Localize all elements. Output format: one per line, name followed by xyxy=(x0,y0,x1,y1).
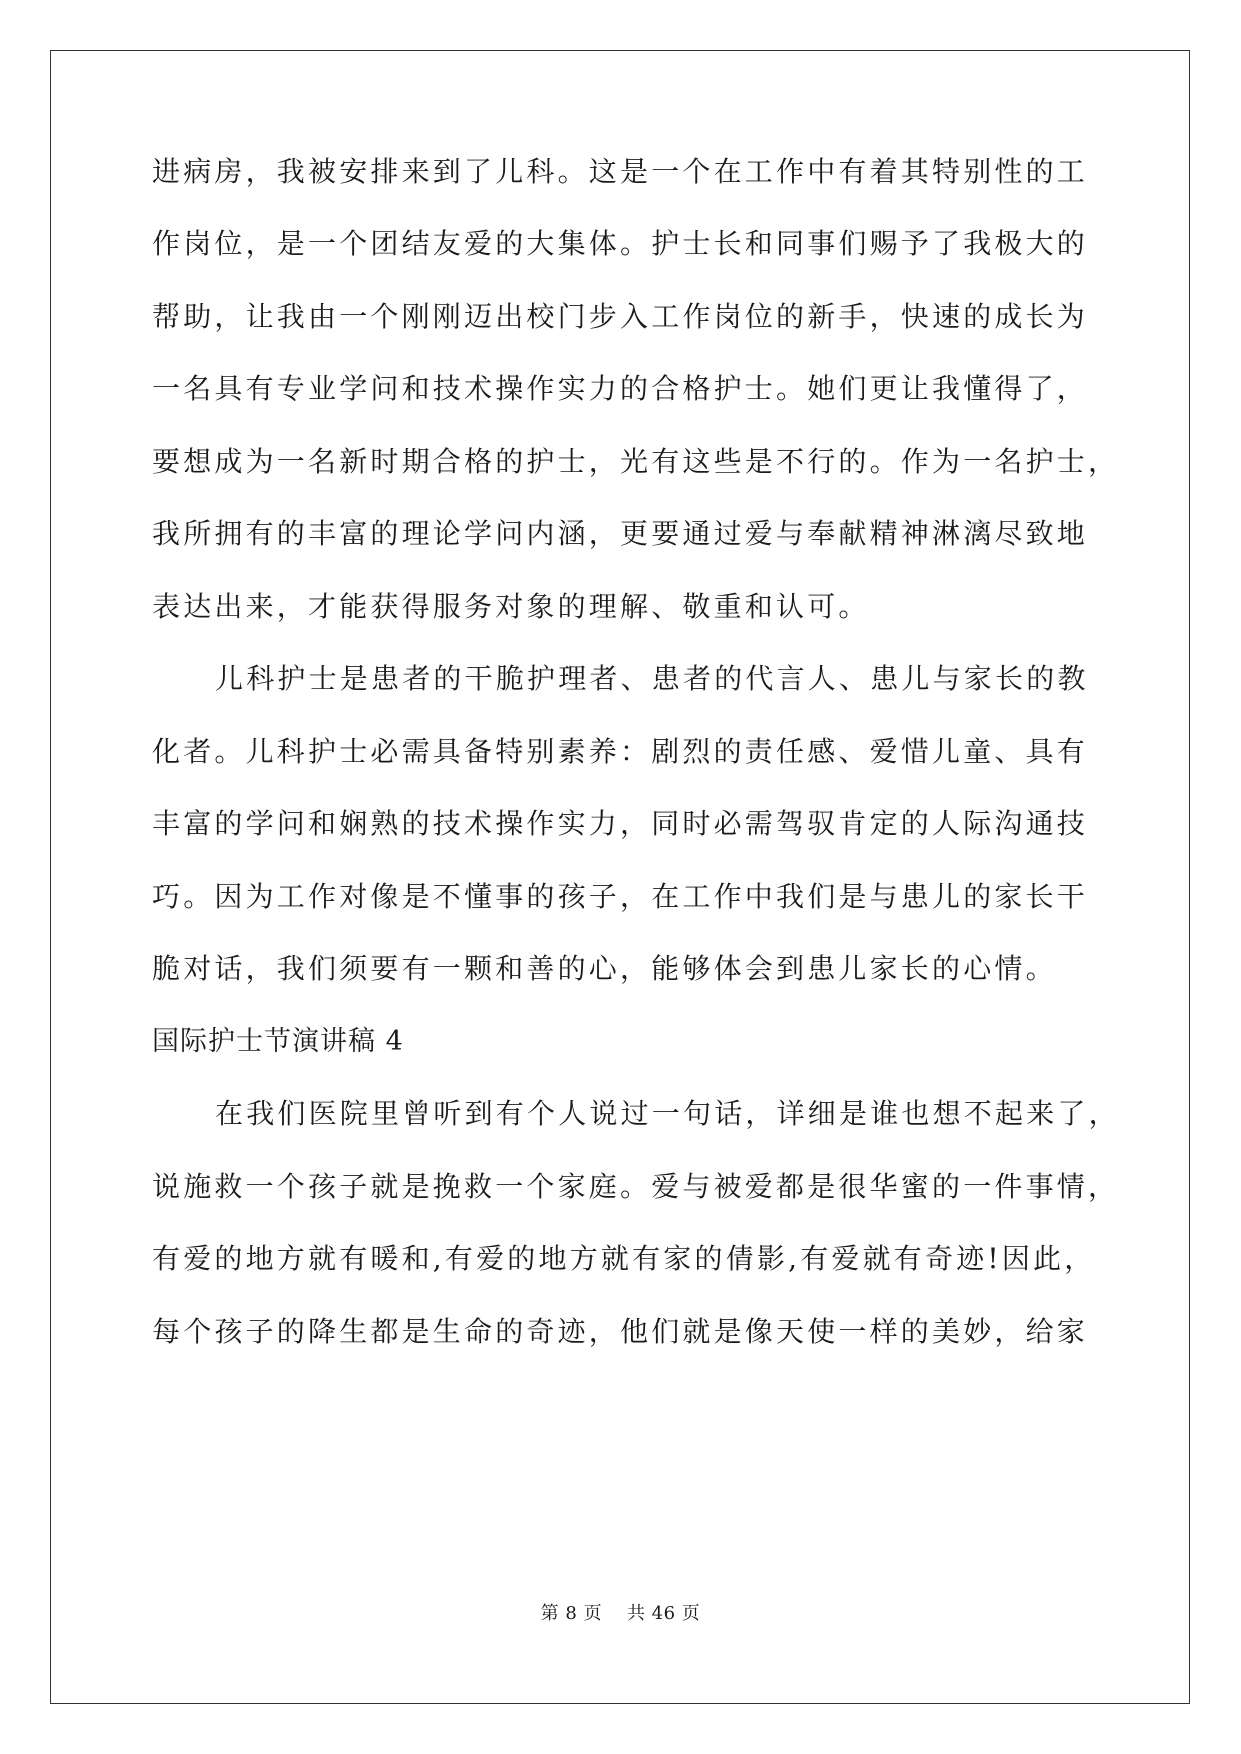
paragraph-indented-line: 儿科护士是患者的干脆护理者、患者的代言人、患儿与家长的教 xyxy=(215,662,1089,695)
body-line-4: 一名具有专业学问和技术操作实力的合格护士。她们更让我懂得了， xyxy=(152,372,1089,405)
body-line-11: 巧。因为工作对像是不懂事的孩子，在工作中我们是与患儿的家长干 xyxy=(152,880,1089,913)
body-line-10: 丰富的学问和娴熟的技术操作实力，同时必需驾驭肯定的人际沟通技 xyxy=(152,807,1089,840)
section-line-3: 有爱的地方就有暖和,有爱的地方就有家的倩影,有爱就有奇迹!因此， xyxy=(152,1242,1096,1275)
section-line-4: 每个孩子的降生都是生命的奇迹，他们就是像天使一样的美妙，给家 xyxy=(152,1315,1089,1348)
body-line-5: 要想成为一名新时期合格的护士，光有这些是不行的。作为一名护士， xyxy=(152,445,1120,478)
body-line-6: 我所拥有的丰富的理论学问内涵，更要通过爱与奉献精神淋漓尽致地 xyxy=(152,517,1089,550)
page-number-footer: 第 8 页 共 46 页 xyxy=(540,1603,701,1624)
body-line-9: 化者。儿科护士必需具备特别素养：剧烈的责任感、爱惜儿童、具有 xyxy=(152,735,1089,768)
section-line-2: 说施救一个孩子就是挽救一个家庭。爱与被爱都是很华蜜的一件事情， xyxy=(152,1170,1120,1203)
section-line-1: 在我们医院里曾听到有个人说过一句话，详细是谁也想不起来了， xyxy=(215,1097,1120,1130)
body-line-3: 帮助，让我由一个刚刚迈出校门步入工作岗位的新手，快速的成长为 xyxy=(152,300,1089,333)
page-border xyxy=(50,50,1190,1704)
body-line-1: 进病房，我被安排来到了儿科。这是一个在工作中有着其特别性的工 xyxy=(152,155,1089,188)
section-heading: 国际护士节演讲稿 4 xyxy=(152,1026,404,1057)
body-line-12: 脆对话，我们须要有一颗和善的心，能够体会到患儿家长的心情。 xyxy=(152,952,1057,985)
body-line-7: 表达出来，才能获得服务对象的理解、敬重和认可。 xyxy=(152,590,870,623)
body-line-2: 作岗位，是一个团结友爱的大集体。护士长和同事们赐予了我极大的 xyxy=(152,227,1089,260)
